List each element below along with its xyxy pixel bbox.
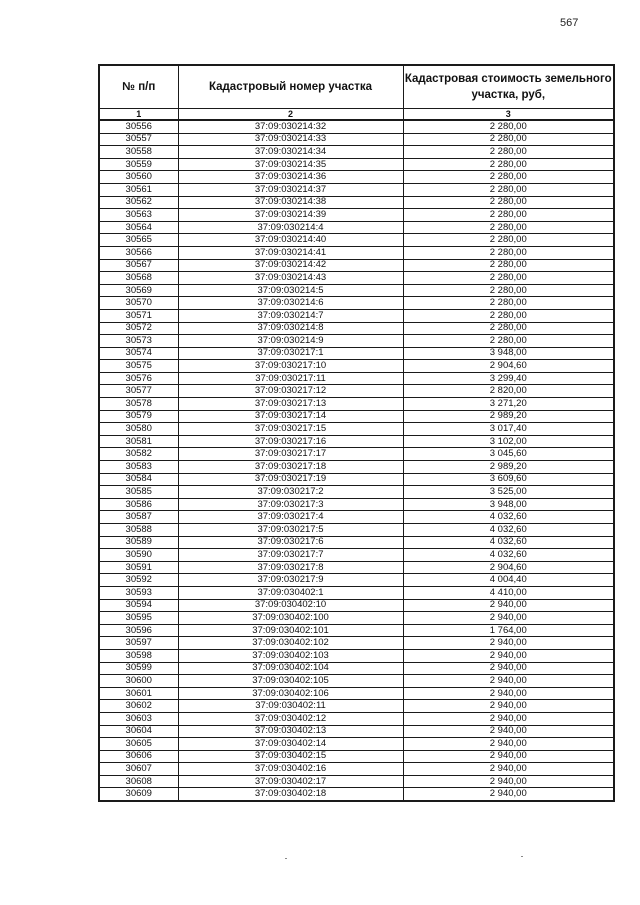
cell-cadastral-cost: 2 940,00 <box>403 649 614 662</box>
cell-number: 30570 <box>99 297 178 310</box>
cell-number: 30591 <box>99 561 178 574</box>
table-row <box>99 549 614 562</box>
cell-cadastral-number: 37:09:030214:33 <box>178 133 403 146</box>
table-row <box>99 335 614 348</box>
cell-number: 30567 <box>99 259 178 272</box>
cell-cadastral-cost: 2 280,00 <box>403 309 614 322</box>
cell-cadastral-number: 37:09:030402:106 <box>178 687 403 700</box>
cell-number: 30599 <box>99 662 178 675</box>
table-row <box>99 133 614 146</box>
cell-number: 30575 <box>99 360 178 373</box>
cell-cadastral-number: 37:09:030217:11 <box>178 372 403 385</box>
cell-cadastral-number: 37:09:030217:4 <box>178 511 403 524</box>
cell-number: 30604 <box>99 725 178 738</box>
cell-cadastral-number: 37:09:030214:32 <box>178 120 403 133</box>
cell-number: 30558 <box>99 146 178 159</box>
cell-cadastral-number: 37:09:030214:39 <box>178 209 403 222</box>
cell-cadastral-number: 37:09:030214:37 <box>178 183 403 196</box>
cell-number: 30585 <box>99 486 178 499</box>
cell-cadastral-cost: 2 280,00 <box>403 196 614 209</box>
table-row <box>99 158 614 171</box>
table-row <box>99 750 614 763</box>
cell-number: 30556 <box>99 120 178 133</box>
cell-cadastral-cost: 4 032,60 <box>403 549 614 562</box>
cell-cadastral-number: 37:09:030214:34 <box>178 146 403 159</box>
cell-number: 30560 <box>99 171 178 184</box>
page-number: 567 <box>560 17 579 29</box>
cadastral-table-container <box>98 64 613 802</box>
table-body <box>99 120 614 801</box>
cell-cadastral-number: 37:09:030402:14 <box>178 738 403 751</box>
cell-cadastral-number: 37:09:030214:5 <box>178 284 403 297</box>
cell-number: 30573 <box>99 335 178 348</box>
cell-cadastral-cost: 4 032,60 <box>403 524 614 537</box>
cell-cadastral-number: 37:09:030217:15 <box>178 423 403 436</box>
cell-number: 30594 <box>99 599 178 612</box>
cell-cadastral-cost: 2 940,00 <box>403 712 614 725</box>
cell-number: 30589 <box>99 536 178 549</box>
cell-cadastral-number: 37:09:030214:6 <box>178 297 403 310</box>
cell-cadastral-number: 37:09:030402:18 <box>178 788 403 801</box>
table-row <box>99 763 614 776</box>
table-row <box>99 498 614 511</box>
cell-cadastral-cost: 2 940,00 <box>403 687 614 700</box>
table-row <box>99 586 614 599</box>
table-row <box>99 398 614 411</box>
cell-cadastral-cost: 2 280,00 <box>403 322 614 335</box>
cell-number: 30596 <box>99 624 178 637</box>
column-number-row <box>99 109 614 121</box>
cell-cadastral-cost: 2 280,00 <box>403 133 614 146</box>
table-row <box>99 347 614 360</box>
cell-cadastral-cost: 2 280,00 <box>403 183 614 196</box>
cell-cadastral-number: 37:09:030402:13 <box>178 725 403 738</box>
table-row <box>99 775 614 788</box>
cell-cadastral-cost: 2 280,00 <box>403 120 614 133</box>
table-row <box>99 561 614 574</box>
cell-number: 30593 <box>99 586 178 599</box>
cell-cadastral-cost: 2 280,00 <box>403 209 614 222</box>
table-row <box>99 448 614 461</box>
cell-cadastral-cost: 2 940,00 <box>403 700 614 713</box>
table-row <box>99 738 614 751</box>
cell-cadastral-number: 37:09:030214:36 <box>178 171 403 184</box>
cell-number: 30572 <box>99 322 178 335</box>
table-row <box>99 146 614 159</box>
table-header <box>99 65 614 120</box>
cell-cadastral-cost: 2 820,00 <box>403 385 614 398</box>
cell-cadastral-number: 37:09:030402:103 <box>178 649 403 662</box>
cell-cadastral-number: 37:09:030217:12 <box>178 385 403 398</box>
cell-cadastral-number: 37:09:030214:7 <box>178 309 403 322</box>
cell-cadastral-number: 37:09:030402:105 <box>178 675 403 688</box>
cell-number: 30568 <box>99 272 178 285</box>
cell-cadastral-cost: 2 940,00 <box>403 750 614 763</box>
cell-number: 30606 <box>99 750 178 763</box>
table-row <box>99 259 614 272</box>
table-row <box>99 309 614 322</box>
cell-number: 30609 <box>99 788 178 801</box>
table-row <box>99 284 614 297</box>
cell-cadastral-cost: 4 004,40 <box>403 574 614 587</box>
cell-cadastral-number: 37:09:030217:8 <box>178 561 403 574</box>
cell-cadastral-cost: 2 280,00 <box>403 272 614 285</box>
cell-number: 30566 <box>99 246 178 259</box>
table-row <box>99 712 614 725</box>
cell-cadastral-number: 37:09:030217:7 <box>178 549 403 562</box>
table-row <box>99 461 614 474</box>
cell-number: 30582 <box>99 448 178 461</box>
cell-cadastral-number: 37:09:030402:16 <box>178 763 403 776</box>
cell-number: 30588 <box>99 524 178 537</box>
cell-cadastral-number: 37:09:030214:41 <box>178 246 403 259</box>
cell-number: 30580 <box>99 423 178 436</box>
cell-cadastral-number: 37:09:030214:38 <box>178 196 403 209</box>
column-number: 1 <box>99 109 178 121</box>
cell-cadastral-number: 37:09:030217:14 <box>178 410 403 423</box>
table-row <box>99 675 614 688</box>
cell-number: 30583 <box>99 461 178 474</box>
cell-cadastral-cost: 2 280,00 <box>403 221 614 234</box>
header-cadastral-cost: Кадастровая стоимость земельного участка, руб, <box>403 65 614 109</box>
table-row <box>99 700 614 713</box>
scan-speck <box>285 858 287 859</box>
table-row <box>99 297 614 310</box>
cell-number: 30608 <box>99 775 178 788</box>
cell-number: 30592 <box>99 574 178 587</box>
cell-cadastral-cost: 2 280,00 <box>403 146 614 159</box>
table-row <box>99 234 614 247</box>
cell-cadastral-cost: 2 989,20 <box>403 410 614 423</box>
cell-cadastral-number: 37:09:030214:35 <box>178 158 403 171</box>
table-row <box>99 209 614 222</box>
cell-number: 30559 <box>99 158 178 171</box>
cell-cadastral-cost: 4 032,60 <box>403 536 614 549</box>
table-row <box>99 423 614 436</box>
table-row <box>99 687 614 700</box>
cell-cadastral-cost: 2 940,00 <box>403 662 614 675</box>
cadastral-table <box>98 64 615 802</box>
cell-cadastral-cost: 3 017,40 <box>403 423 614 436</box>
cell-cadastral-number: 37:09:030217:9 <box>178 574 403 587</box>
cell-cadastral-number: 37:09:030402:10 <box>178 599 403 612</box>
cell-cadastral-cost: 3 609,60 <box>403 473 614 486</box>
table-row <box>99 183 614 196</box>
cell-cadastral-number: 37:09:030402:100 <box>178 612 403 625</box>
cell-cadastral-number: 37:09:030402:102 <box>178 637 403 650</box>
cell-cadastral-number: 37:09:030217:13 <box>178 398 403 411</box>
cell-number: 30579 <box>99 410 178 423</box>
cell-cadastral-number: 37:09:030217:5 <box>178 524 403 537</box>
table-row <box>99 524 614 537</box>
cell-cadastral-cost: 2 280,00 <box>403 259 614 272</box>
cell-cadastral-number: 37:09:030402:1 <box>178 586 403 599</box>
cell-cadastral-number: 37:09:030217:17 <box>178 448 403 461</box>
cell-cadastral-number: 37:09:030402:15 <box>178 750 403 763</box>
cell-cadastral-cost: 2 904,60 <box>403 360 614 373</box>
cell-cadastral-cost: 4 410,00 <box>403 586 614 599</box>
cell-number: 30597 <box>99 637 178 650</box>
table-row <box>99 788 614 801</box>
cell-cadastral-cost: 3 299,40 <box>403 372 614 385</box>
cell-cadastral-cost: 2 280,00 <box>403 297 614 310</box>
column-number: 3 <box>403 109 614 121</box>
cell-cadastral-number: 37:09:030217:3 <box>178 498 403 511</box>
cell-cadastral-cost: 3 102,00 <box>403 435 614 448</box>
table-row <box>99 612 614 625</box>
table-row <box>99 574 614 587</box>
cell-number: 30561 <box>99 183 178 196</box>
cell-cadastral-cost: 2 280,00 <box>403 335 614 348</box>
cell-cadastral-cost: 3 948,00 <box>403 347 614 360</box>
cell-cadastral-cost: 4 032,60 <box>403 511 614 524</box>
cell-cadastral-number: 37:09:030217:19 <box>178 473 403 486</box>
table-row <box>99 486 614 499</box>
table-row <box>99 649 614 662</box>
cell-cadastral-cost: 2 940,00 <box>403 775 614 788</box>
cell-cadastral-cost: 2 904,60 <box>403 561 614 574</box>
table-row <box>99 536 614 549</box>
cell-cadastral-number: 37:09:030402:104 <box>178 662 403 675</box>
cell-number: 30598 <box>99 649 178 662</box>
cell-number: 30563 <box>99 209 178 222</box>
cell-cadastral-cost: 2 940,00 <box>403 637 614 650</box>
table-row <box>99 360 614 373</box>
table-row <box>99 511 614 524</box>
cell-cadastral-number: 37:09:030214:8 <box>178 322 403 335</box>
table-row <box>99 322 614 335</box>
cell-number: 30564 <box>99 221 178 234</box>
table-row <box>99 599 614 612</box>
header-cadastral-number: Кадастровый номер участка <box>178 65 403 109</box>
cell-cadastral-cost: 2 940,00 <box>403 763 614 776</box>
cell-number: 30603 <box>99 712 178 725</box>
cell-cadastral-number: 37:09:030217:2 <box>178 486 403 499</box>
cell-cadastral-cost: 2 280,00 <box>403 284 614 297</box>
cell-cadastral-number: 37:09:030217:16 <box>178 435 403 448</box>
table-row <box>99 246 614 259</box>
cell-cadastral-number: 37:09:030214:9 <box>178 335 403 348</box>
cell-number: 30578 <box>99 398 178 411</box>
cell-number: 30557 <box>99 133 178 146</box>
cell-number: 30574 <box>99 347 178 360</box>
table-row <box>99 221 614 234</box>
cell-cadastral-number: 37:09:030217:1 <box>178 347 403 360</box>
cell-number: 30569 <box>99 284 178 297</box>
table-row <box>99 435 614 448</box>
cell-cadastral-cost: 2 940,00 <box>403 675 614 688</box>
cell-cadastral-number: 37:09:030402:101 <box>178 624 403 637</box>
table-row <box>99 385 614 398</box>
cell-cadastral-number: 37:09:030217:6 <box>178 536 403 549</box>
cell-cadastral-cost: 3 271,20 <box>403 398 614 411</box>
table-row <box>99 473 614 486</box>
cell-number: 30587 <box>99 511 178 524</box>
cell-cadastral-cost: 2 280,00 <box>403 246 614 259</box>
header-number: № п/п <box>99 65 178 109</box>
column-number: 2 <box>178 109 403 121</box>
cell-number: 30607 <box>99 763 178 776</box>
cell-cadastral-number: 37:09:030217:10 <box>178 360 403 373</box>
cell-number: 30576 <box>99 372 178 385</box>
cell-cadastral-number: 37:09:030402:17 <box>178 775 403 788</box>
cell-cadastral-cost: 2 280,00 <box>403 171 614 184</box>
cell-cadastral-cost: 2 940,00 <box>403 738 614 751</box>
cell-cadastral-number: 37:09:030214:42 <box>178 259 403 272</box>
cell-cadastral-cost: 2 940,00 <box>403 788 614 801</box>
table-row <box>99 410 614 423</box>
table-row <box>99 372 614 385</box>
cell-number: 30581 <box>99 435 178 448</box>
scan-speck <box>521 856 523 857</box>
cell-number: 30601 <box>99 687 178 700</box>
cell-cadastral-number: 37:09:030402:12 <box>178 712 403 725</box>
cell-number: 30565 <box>99 234 178 247</box>
cell-cadastral-cost: 3 045,60 <box>403 448 614 461</box>
table-row <box>99 171 614 184</box>
cell-number: 30571 <box>99 309 178 322</box>
cell-number: 30586 <box>99 498 178 511</box>
table-row <box>99 725 614 738</box>
table-row <box>99 662 614 675</box>
cell-cadastral-cost: 3 525,00 <box>403 486 614 499</box>
cell-cadastral-cost: 2 280,00 <box>403 158 614 171</box>
cell-number: 30590 <box>99 549 178 562</box>
cell-cadastral-number: 37:09:030214:43 <box>178 272 403 285</box>
cell-cadastral-cost: 2 940,00 <box>403 599 614 612</box>
cell-number: 30602 <box>99 700 178 713</box>
cell-number: 30595 <box>99 612 178 625</box>
cell-cadastral-cost: 3 948,00 <box>403 498 614 511</box>
cell-cadastral-number: 37:09:030214:4 <box>178 221 403 234</box>
cell-cadastral-number: 37:09:030217:18 <box>178 461 403 474</box>
cell-cadastral-number: 37:09:030214:40 <box>178 234 403 247</box>
cell-number: 30562 <box>99 196 178 209</box>
cell-number: 30600 <box>99 675 178 688</box>
table-row <box>99 120 614 133</box>
cell-cadastral-number: 37:09:030402:11 <box>178 700 403 713</box>
cell-number: 30584 <box>99 473 178 486</box>
header-row <box>99 65 614 109</box>
cell-cadastral-cost: 2 940,00 <box>403 612 614 625</box>
table-row <box>99 637 614 650</box>
cell-number: 30605 <box>99 738 178 751</box>
cell-cadastral-cost: 2 989,20 <box>403 461 614 474</box>
table-row <box>99 196 614 209</box>
cell-cadastral-cost: 2 940,00 <box>403 725 614 738</box>
table-row <box>99 624 614 637</box>
cell-cadastral-cost: 2 280,00 <box>403 234 614 247</box>
cell-cadastral-cost: 1 764,00 <box>403 624 614 637</box>
table-row <box>99 272 614 285</box>
cell-number: 30577 <box>99 385 178 398</box>
